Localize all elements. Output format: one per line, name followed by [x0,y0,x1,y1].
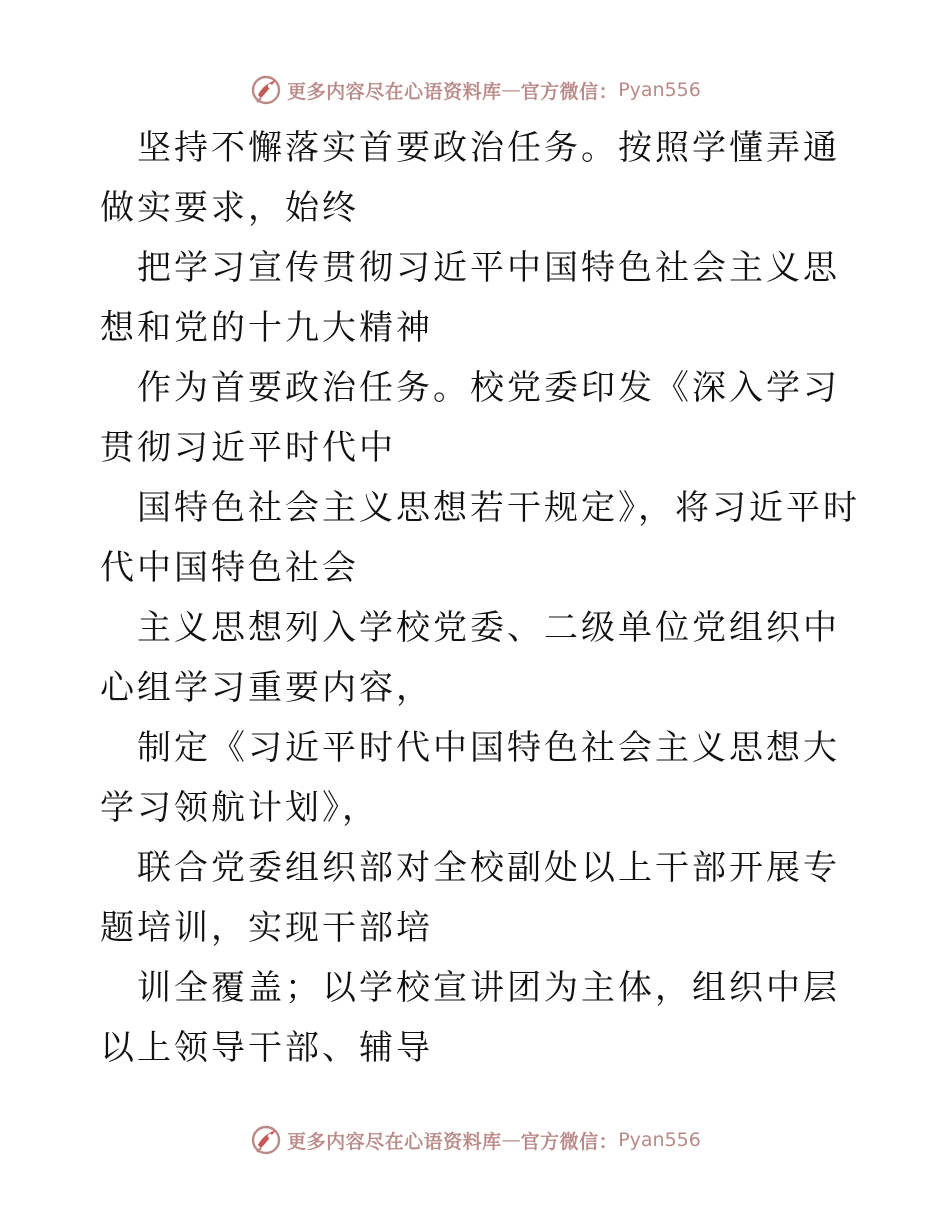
header-separator: — [501,79,521,101]
footer-wechat-id: Pyan556 [618,1129,701,1151]
paragraph-4: 国特色社会主义思想若干规定》，将习近平时代中国特色社会 [100,488,860,588]
ink-pen-logo-icon [249,73,283,107]
header-slogan: 更多内容尽在心语资料库 [287,80,502,103]
ink-pen-logo-icon [249,1123,283,1157]
footer-wechat-label: 官方微信： [520,1130,619,1153]
footer-slogan: 更多内容尽在心语资料库 [287,1130,502,1153]
paragraph-3: 作为首要政治任务。校党委印发《深入学习贯彻习近平时代中 [100,368,840,468]
paragraph-7: 联合党委组织部对全校副处以上干部开展专题培训，实现干部培 [100,848,840,948]
document-body [100,118,860,1078]
header-banner [0,70,950,110]
footer-separator: — [501,1129,521,1151]
paragraph-8: 训全覆盖；以学校宣讲团为主体，组织中层以上领导干部、辅导 [100,968,840,1068]
footer-banner [0,1120,950,1160]
paragraph-1: 坚持不懈落实首要政治任务。按照学懂弄通做实要求，始终 [100,128,840,228]
paragraph-5: 主义思想列入学校党委、二级单位党组织中心组学习重要内容， [100,608,840,708]
header-wechat-id: Pyan556 [618,79,701,101]
paragraph-6: 制定《习近平时代中国特色社会主义思想大学习领航计划》， [100,728,840,828]
paragraph-2: 把学习宣传贯彻习近平中国特色社会主义思想和党的十九大精神 [100,248,840,348]
header-wechat-label: 官方微信： [520,80,619,103]
